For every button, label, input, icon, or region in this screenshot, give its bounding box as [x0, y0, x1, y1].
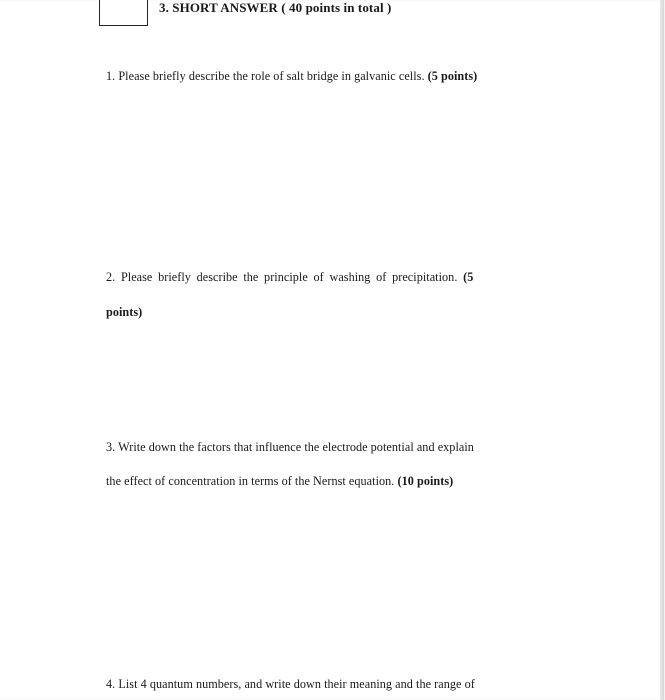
question-1-text: Please briefly describe the role of salt bridge in galvanic cells.	[118, 69, 425, 83]
question-4	[106, 677, 475, 692]
question-3-text-line1: Write down the factors that influence the electrode potential and explain	[118, 440, 474, 454]
score-box	[99, 0, 148, 26]
question-4-number: 4.	[106, 677, 116, 691]
question-1-points: (5 points)	[427, 69, 478, 83]
question-3-points: (10 points)	[397, 474, 454, 488]
question-4-text-line1: List 4 quantum numbers, and write down their meaning and the range of	[118, 677, 475, 691]
question-3-text-line2: the effect of concentration in terms of the Nernst equation.	[106, 474, 395, 488]
section-title	[159, 0, 391, 16]
question-3-continued	[106, 474, 453, 489]
question-2-text: Please briefly describe the principle of washing of precipitation.	[120, 270, 458, 284]
section-title-prefix: 3. SHORT ANSWER (	[159, 0, 286, 15]
question-1-number: 1.	[106, 69, 116, 83]
question-2-points-open: (5	[463, 270, 474, 284]
question-2-number: 2.	[106, 270, 116, 284]
question-3-number: 3.	[106, 440, 116, 454]
page-edge-shadow	[660, 0, 664, 700]
section-title-points: 40 points in total	[285, 0, 388, 15]
question-3	[106, 440, 474, 455]
question-2-continued	[106, 305, 142, 320]
question-2-points-close: points)	[106, 305, 143, 319]
question-1	[106, 69, 477, 84]
question-2	[106, 270, 473, 285]
section-title-suffix: )	[387, 0, 392, 15]
